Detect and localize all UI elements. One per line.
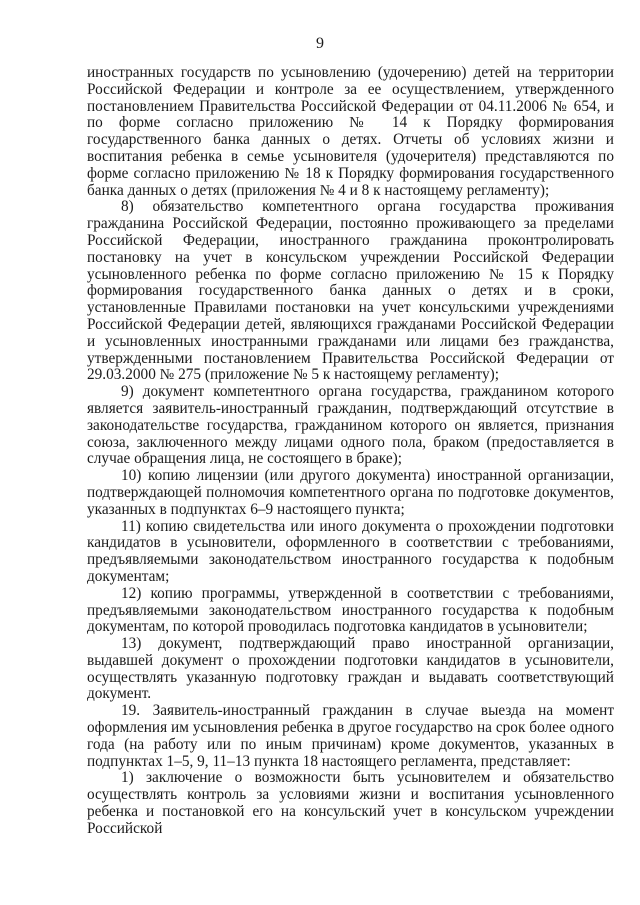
paragraph-item-9: 9) документ компетентного органа государства, гражданином которого является заявитель-иностранный гражданин, подтверждающий отсутствие в законодательстве государства, гражданином которого он является, признания союза, заключенного между лицами одного пола, браком (предоставляется в случае обращения лица, не состоящего в браке); [87,383,614,468]
document-body [87,65,614,838]
paragraph-item-13: 13) документ, подтверждающий право иностранной организации, выдавшей документ о прохождении подготовки кандидатов в усыновители, осуществлять указанную подготовку граждан и выдавать соответствующий документ. [87,635,614,703]
paragraph-item-8: 8) обязательство компетентного органа государства проживания гражданина Российской Федерации, постоянно проживающего за пределами Российской Федерации, иностранного гражданина проконтролировать постановку на учет в консульском учреждении Российской Федерации усыновленного ребенка по форме согласно приложению № 15 к Порядку формирования государственного банка данных о детях и в сроки, установленные Правилами постановки на учет консульскими учреждениями Российской Федерации детей, являющихся гражданами Российской Федерации и усыновленных иностранными гражданами или лицами без гражданства, утвержденными постановлением Правительства Российской Федерации от 29.03.2000 № 275 (приложение № 5 к настоящему регламенту); [87,198,614,384]
paragraph-section-19: 19. Заявитель-иностранный гражданин в случае выезда на момент оформления им усыновления ребенка в другое государство на срок более одного года (на работу или по иным причинам) кроме документов, указанных в подпунктах 1–5, 9, 11–13 пункта 18 настоящего регламента, представляет: [87,702,614,770]
paragraph-item-10: 10) копию лицензии (или другого документа) иностранной организации, подтверждающей полномочия компетентного органа по подготовке документов, указанных в подпунктах 6–9 настоящего пункта; [87,467,614,518]
page-number: 9 [316,35,324,52]
paragraph-item-12: 12) копию программы, утвержденной в соответствии с требованиями, предъявляемыми законодательством иностранного государства к подобным документам, по которой проводилась подготовка кандидатов в усыновители; [87,584,614,636]
paragraph-continuation: иностранных государств по усыновлению (удочерению) детей на территории Российской Федерации и контроле за ее осуществлением, утвержденного постановлением Правительства Российской Федерации от 04.11.2006 № 654, и по форме согласно приложению № 14 к Порядку формирования государственного банка данных о детях. Отчеты об условиях жизни и воспитания ребенка в семье усыновителя (удочерителя) представляются по форме согласно приложению № 18 к Порядку формирования государственного банка данных о детях (приложения № 4 и 8 к настоящему регламенту); [87,64,614,199]
paragraph-subitem-1: 1) заключение о возможности быть усыновителем и обязательство осуществлять контроль за условиями жизни и воспитания усыновленного ребенка и постановкой его на консульский учет в консульском учреждении Российской [87,769,614,837]
paragraph-item-11: 11) копию свидетельства или иного документа о прохождении подготовки кандидатов в усыновители, оформленного в соответствии с требованиями, предъявляемыми законодательством иностранного государства к подобным документам; [87,517,614,585]
